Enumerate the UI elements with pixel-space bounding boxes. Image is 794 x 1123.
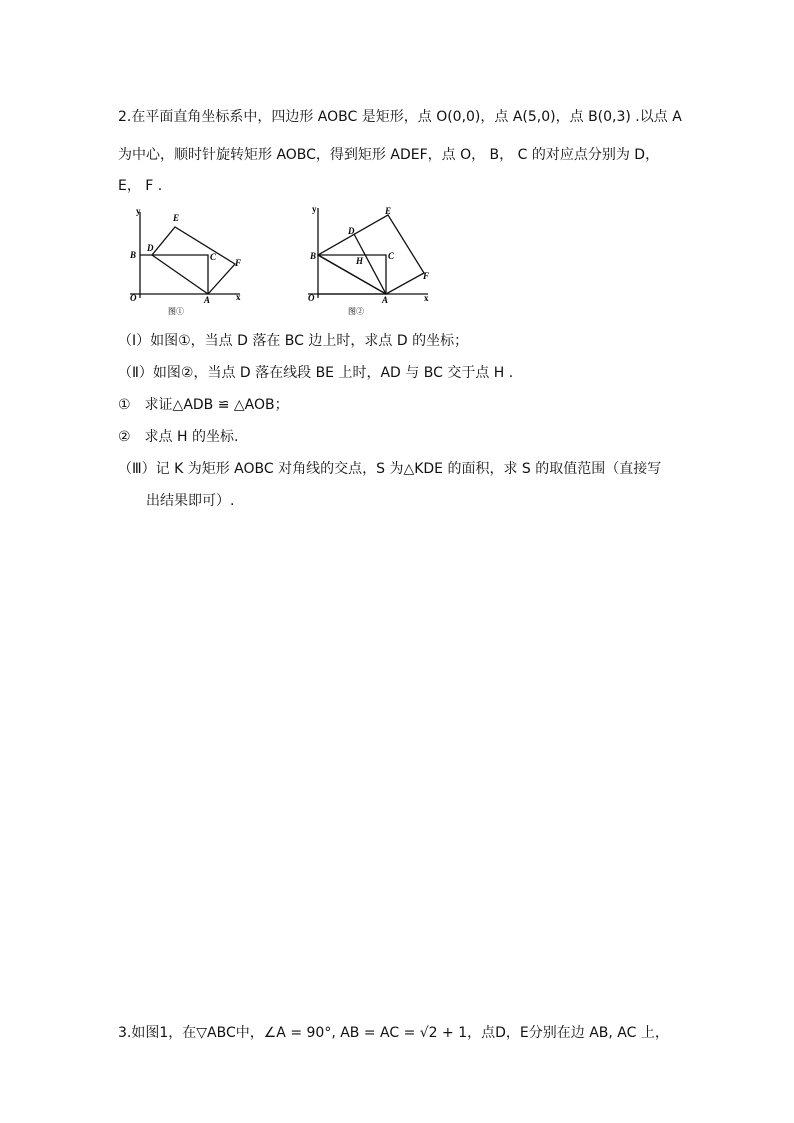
point-a-label: A [382,295,389,305]
figure-2 [300,200,440,320]
problem2-line3: E， F . [118,178,163,194]
figure-1-caption: 图① [168,307,184,316]
x-axis-label: x [424,293,429,303]
problem2-line1: 2.在平面直角坐标系中，四边形 AOBC 是矩形，点 O(0,0)，点 A(5,0)，点 B(0,3) .以点 A [118,109,682,125]
point-d-label: D [147,243,154,253]
point-o-label: O [308,293,315,303]
part-2-sub-1: ① 求证△ADB ≌ △AOB； [118,397,289,413]
point-e-label: E [385,206,392,216]
point-o-label: O [130,293,137,303]
point-f-label: F [423,271,430,281]
point-b-label: B [310,251,317,261]
point-e-label: E [173,213,180,223]
point-c-label: C [210,252,217,262]
part-2: （Ⅱ）如图②，当点 D 落在线段 BE 上时，AD 与 BC 交于点 H . [118,365,514,381]
part-1: （Ⅰ）如图①，当点 D 落在 BC 边上时，求点 D 的坐标； [118,333,469,349]
part-3-line2: 出结果即可）. [146,493,235,509]
point-h-label: H [356,256,364,266]
part-2-sub-2: ② 求点 H 的坐标. [118,429,239,445]
problem3-line1: 3.如图1，在▽ABC中，∠A = 90°, AB = AC = √2 + 1，点D，E分别在边 AB, AC 上， [118,1025,669,1041]
y-axis-label: y [136,206,141,216]
x-axis-label: x [236,292,241,302]
point-c-label: C [388,251,395,261]
point-b-label: B [130,250,137,260]
figure-1 [122,200,254,320]
part-3-line1: （Ⅲ）记 K 为矩形 AOBC 对角线的交点，S 为△KDE 的面积，求 S 的取值范围（直接写 [118,461,662,477]
point-a-label: A [204,295,211,305]
rectangle-adef [152,227,235,294]
point-d-label: D [348,226,355,236]
figure-2-caption: 图② [348,307,364,316]
y-axis-label: y [312,204,317,214]
point-f-label: F [235,258,242,268]
problem2-line2: 为中心，顺时针旋转矩形 AOBC，得到矩形 ADEF，点 O， B， C 的对应点分别为 D， [118,147,660,163]
rectangle-aobc [140,255,208,294]
